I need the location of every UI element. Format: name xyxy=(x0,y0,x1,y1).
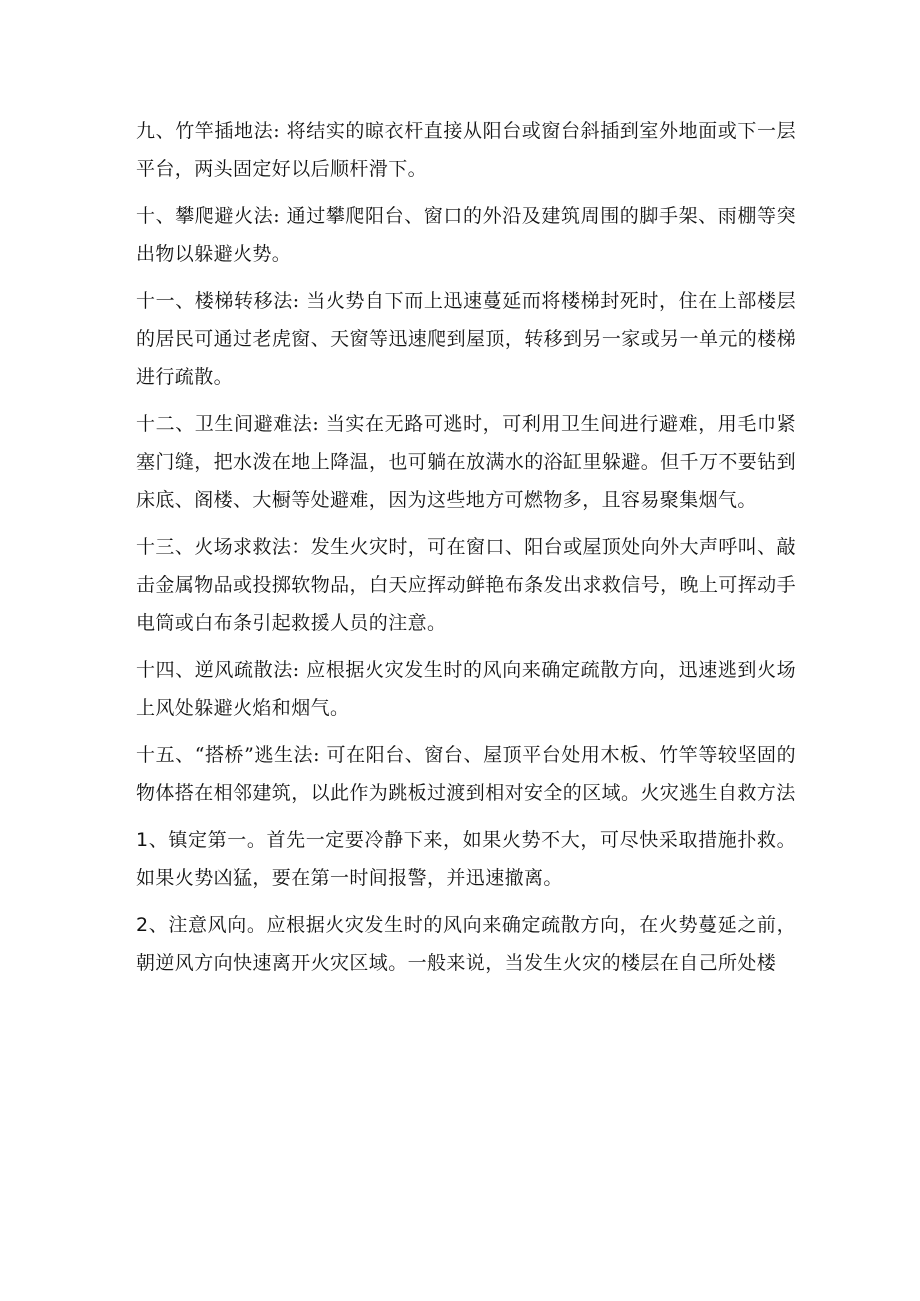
paragraph-number: 1 xyxy=(136,829,149,851)
paragraph-stay-calm xyxy=(136,821,796,897)
paragraph-call-for-help xyxy=(136,528,796,642)
paragraph-text: 、镇定第一。首先一定要冷静下来，如果火势不大，可尽快采取措施扑救。如果火势凶猛，要在第一时间报警，并迅速撤离。 xyxy=(136,829,796,889)
document-body xyxy=(136,112,796,991)
paragraph-text: ：发生火灾时，可在窗口、阳台或屋顶处向外大声呼叫、敲击金属物品或投掷软物品，白天应挥动鲜艳布条发出求救信号，晚上可挥动手电筒或白布条引起救援人员的注意。 xyxy=(136,536,796,634)
paragraph-text: : 将结实的晾衣杆直接从阳台或窗台斜插到室外地面或下一层平台，两头固定好以后顺杆滑下。 xyxy=(136,120,796,180)
paragraph-text: : 当实在无路可逃时，可利用卫生间进行避难，用毛巾紧塞门缝，把水泼在地上降温，也可躺在放满水的浴缸里躲避。但千万不要钻到床底、阁楼、大橱等处避难，因为这些地方可燃物多，且容易聚集烟气。 xyxy=(136,413,796,511)
paragraph-text: : 应根据火灾发生时的风向来确定疏散方向，迅速逃到火场上风处躲避火焰和烟气。 xyxy=(136,659,796,719)
paragraph-heading: 十一、楼梯转移法 xyxy=(136,290,293,312)
paragraph-text: : 通过攀爬阳台、窗口的外沿及建筑周围的脚手架、雨棚等突出物以躲避火势。 xyxy=(136,205,796,265)
paragraph-upwind-evacuation xyxy=(136,651,796,727)
paragraph-heading: 九、竹竿插地法 xyxy=(136,120,274,142)
paragraph-heading: 十、攀爬避火法 xyxy=(136,205,274,227)
paragraph-bridge-escape xyxy=(136,736,796,812)
paragraph-stair-transfer xyxy=(136,282,796,396)
paragraph-heading: 十三、火场求救法 xyxy=(136,536,292,558)
paragraph-wind-direction xyxy=(136,906,796,982)
paragraph-heading: 十四、逆风疏散法 xyxy=(136,659,293,681)
paragraph-text: 、注意风向。应根据火灾发生时的风向来确定疏散方向，在火势蔓延之前，朝逆风方向快速离开火灾区域。一般来说，当发生火灾的楼层在自己所处楼 xyxy=(136,914,796,974)
paragraph-text: : 当火势自下而上迅速蔓延而将楼梯封死时，住在上部楼层的居民可通过老虎窗、天窗等迅速爬到屋顶，转移到另一家或另一单元的楼梯进行疏散。 xyxy=(136,290,796,388)
paragraph-text: : 可在阳台、窗台、屋顶平台处用木板、竹竿等较坚固的物体搭在相邻建筑，以此作为跳板过渡到相对安全的区域。火灾逃生自救方法 xyxy=(136,744,796,804)
paragraph-heading: 十二、卫生间避难法 xyxy=(136,413,313,435)
paragraph-number: 2 xyxy=(136,914,149,936)
paragraph-climbing xyxy=(136,197,796,273)
paragraph-bathroom-refuge xyxy=(136,405,796,519)
paragraph-heading: 十五、“搭桥”逃生法 xyxy=(136,744,314,766)
paragraph-bamboo-pole xyxy=(136,112,796,188)
